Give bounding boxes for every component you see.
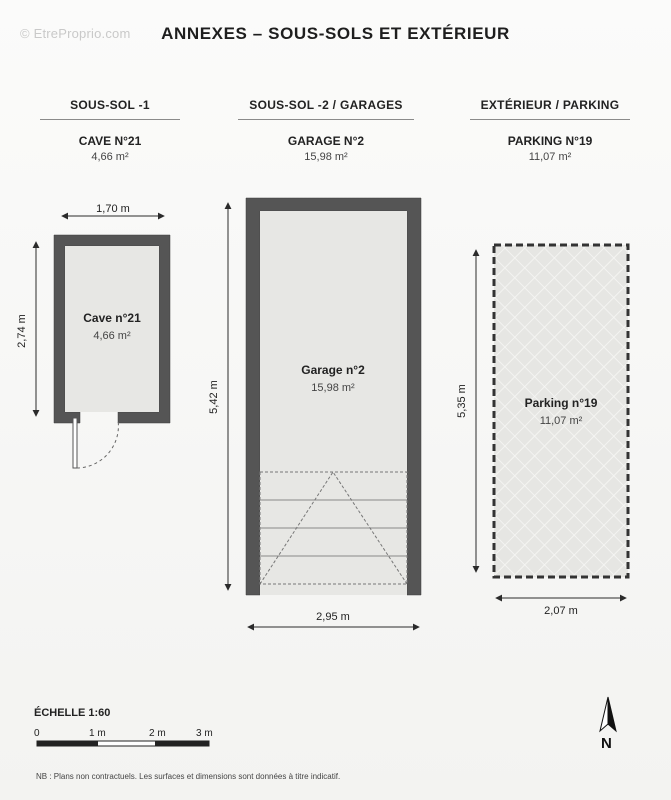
room-name-garage: GARAGE N°2 (287, 134, 365, 148)
scale-tick-label: 0 (34, 728, 40, 739)
scale-tick-label: 1 m (89, 728, 106, 739)
room-name-cave: CAVE N°21 (78, 134, 142, 148)
garage-height-label: 5,42 m (208, 380, 220, 414)
parking-width-label: 2,07 m (544, 605, 578, 617)
north-label: N (601, 735, 612, 752)
parking-area (494, 245, 628, 577)
scale-tick-label: 2 m (149, 728, 166, 739)
scale-title: ÉCHELLE 1:60 (34, 707, 111, 719)
north-arrow-icon (600, 697, 616, 731)
page-title: ANNEXES – SOUS-SOLS ET EXTÉRIEUR (161, 24, 510, 43)
cave-width-label: 1,70 m (96, 203, 130, 215)
parking-room-area: 11,07 m² (539, 415, 583, 427)
cave-room-area: 4,66 m² (93, 330, 131, 342)
scale-tick-label: 3 m (196, 728, 213, 739)
room-name-parking: PARKING N°19 (507, 134, 593, 148)
parking-height-label: 5,35 m (456, 384, 468, 418)
column-heading-sous-sol-2: SOUS-SOL -2 / GARAGES (249, 98, 403, 112)
column-heading-sous-sol-1: SOUS-SOL -1 (70, 98, 150, 112)
watermark: © EtreProprio.com (20, 26, 131, 41)
garage-plan (208, 198, 421, 627)
cave-height-label: 2,74 m (16, 314, 28, 348)
disclaimer-note: NB : Plans non contractuels. Les surfaces et dimensions sont données à titre indicatif. (36, 772, 341, 781)
garage-room-area: 15,98 m² (311, 382, 355, 394)
cave-door-swing (77, 420, 118, 468)
parking-room-label: Parking n°19 (524, 396, 598, 410)
room-area-garage: 15,98 m² (304, 151, 348, 163)
room-area-cave: 4,66 m² (91, 151, 129, 163)
parking-plan (456, 245, 628, 617)
garage-width-label: 2,95 m (316, 611, 350, 623)
cave-room-label: Cave n°21 (83, 311, 141, 325)
cave-plan (16, 203, 170, 468)
cave-door-leaf (73, 418, 77, 468)
room-area-parking: 11,07 m² (528, 151, 572, 163)
scale-bar (37, 741, 209, 746)
column-heading-exterieur: EXTÉRIEUR / PARKING (480, 98, 620, 112)
garage-floor (260, 211, 407, 595)
garage-room-label: Garage n°2 (301, 363, 365, 377)
cave-floor (65, 246, 159, 412)
